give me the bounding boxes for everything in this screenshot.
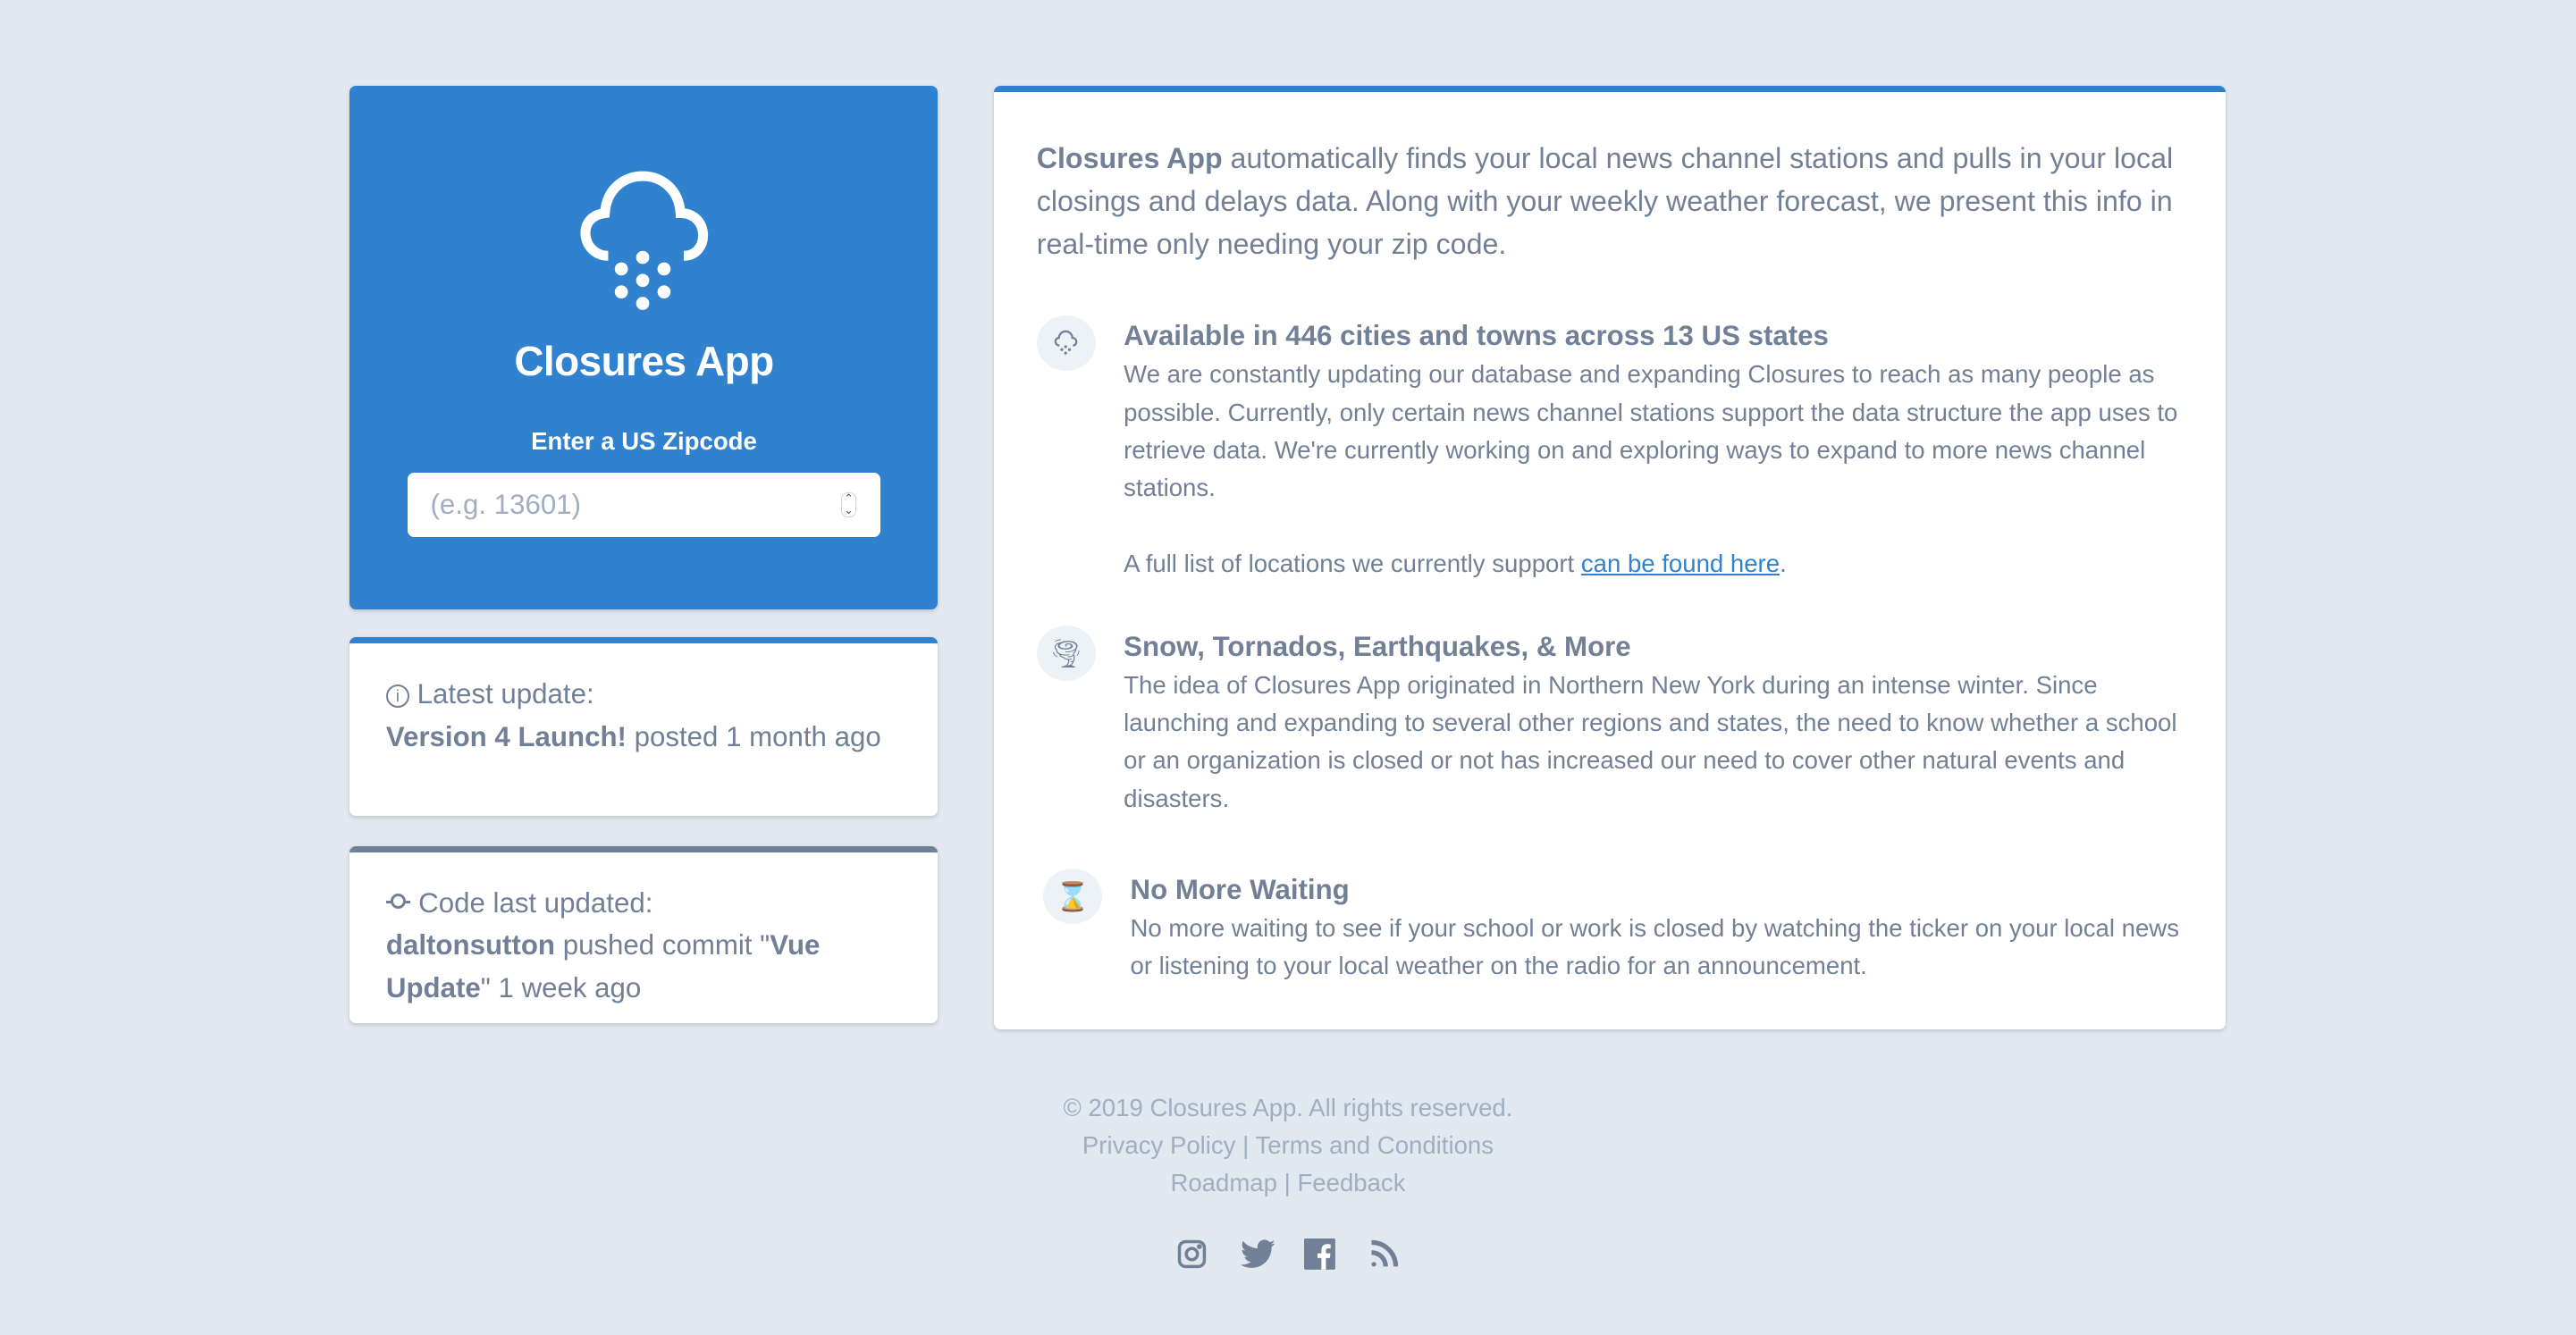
privacy-link[interactable]: Privacy Policy (1082, 1130, 1236, 1159)
separator: | (1235, 1130, 1256, 1159)
commit-time: " 1 week ago (480, 972, 642, 1004)
commit-author[interactable]: daltonsutton (385, 929, 556, 961)
latest-update-card (349, 637, 938, 816)
copyright: © 2019 Closures App. All rights reserved. (1063, 1093, 1513, 1121)
cloud-snow-icon (1037, 315, 1096, 371)
feedback-link[interactable]: Feedback (1297, 1169, 1406, 1197)
zipcode-search-card (349, 86, 938, 609)
twitter-icon[interactable] (1241, 1238, 1272, 1270)
footer (0, 1089, 2576, 1203)
code-update-label: Code last updated: (418, 886, 653, 919)
feature-coverage (1037, 318, 2187, 583)
hourglass-icon: ⌛ (1043, 869, 1102, 924)
locations-note-end: . (1780, 549, 1787, 577)
feature-title: No More Waiting (1130, 873, 1350, 905)
locations-note-text: A full list of locations we currently support (1124, 549, 1581, 577)
social-links (0, 1238, 2576, 1270)
rss-icon[interactable] (1368, 1238, 1400, 1270)
roadmap-link[interactable]: Roadmap (1170, 1169, 1277, 1197)
feature-title: Available in 446 cities and towns across 13 US states (1124, 320, 1829, 352)
feature-text: The idea of Closures App originated in Northern New York during an intense winter. Since launching and expanding to several other regions and states, the need to know whether a school or an organization is closed or not has increased our need to cover other natural events and disasters. (1124, 670, 2177, 812)
feature-events (1037, 629, 2187, 818)
intro-text (1037, 138, 2184, 265)
tornado-icon: 🌪 (1037, 626, 1096, 681)
feature-no-waiting (1043, 872, 2186, 986)
locations-note (1124, 545, 2186, 583)
facebook-icon[interactable] (1304, 1238, 1335, 1270)
feature-text: No more waiting to see if your school or work is closed by watching the ticker on your local news or listening to your local weather on the radio for an announcement. (1130, 913, 2179, 980)
latest-update-time: posted 1 month ago (626, 721, 881, 752)
zipcode-input[interactable] (408, 473, 880, 537)
info-icon: i (386, 684, 409, 708)
latest-update-link[interactable]: Version 4 Launch! (385, 721, 627, 752)
commit-text: pushed commit " (555, 929, 770, 961)
app-title: Closures App (514, 337, 774, 384)
instagram-icon[interactable] (1176, 1238, 1208, 1270)
latest-update-label: Latest update: (417, 678, 594, 710)
separator: | (1276, 1169, 1298, 1197)
zipcode-label: Enter a US Zipcode (531, 427, 757, 456)
number-stepper-icon[interactable]: ⌃ ⌄ (841, 492, 856, 517)
cloud-snow-logo-icon (572, 167, 717, 315)
terms-link[interactable]: Terms and Conditions (1255, 1130, 1494, 1159)
code-update-card (349, 846, 938, 1024)
about-card (994, 86, 2227, 1030)
feature-text: We are constantly updating our database and expanding Closures to reach as many people as possible. Currently, only certain news channel stations support the data structure the app uses to retrieve data. We're currently working on and exploring ways to expand to more news channel stations. (1124, 360, 2178, 502)
intro-body: automatically finds your local news channel stations and pulls in your local closings and delays data. Along with your weekly weather forecast, we present this info in real-time only needing your zip code. (1036, 142, 2174, 260)
intro-brand: Closures App (1036, 142, 1223, 175)
commit-message[interactable]: Vue Update (385, 929, 821, 1004)
commit-icon (386, 894, 411, 910)
locations-link[interactable]: can be found here (1580, 549, 1780, 577)
feature-title: Snow, Tornados, Earthquakes, & More (1124, 630, 1631, 662)
